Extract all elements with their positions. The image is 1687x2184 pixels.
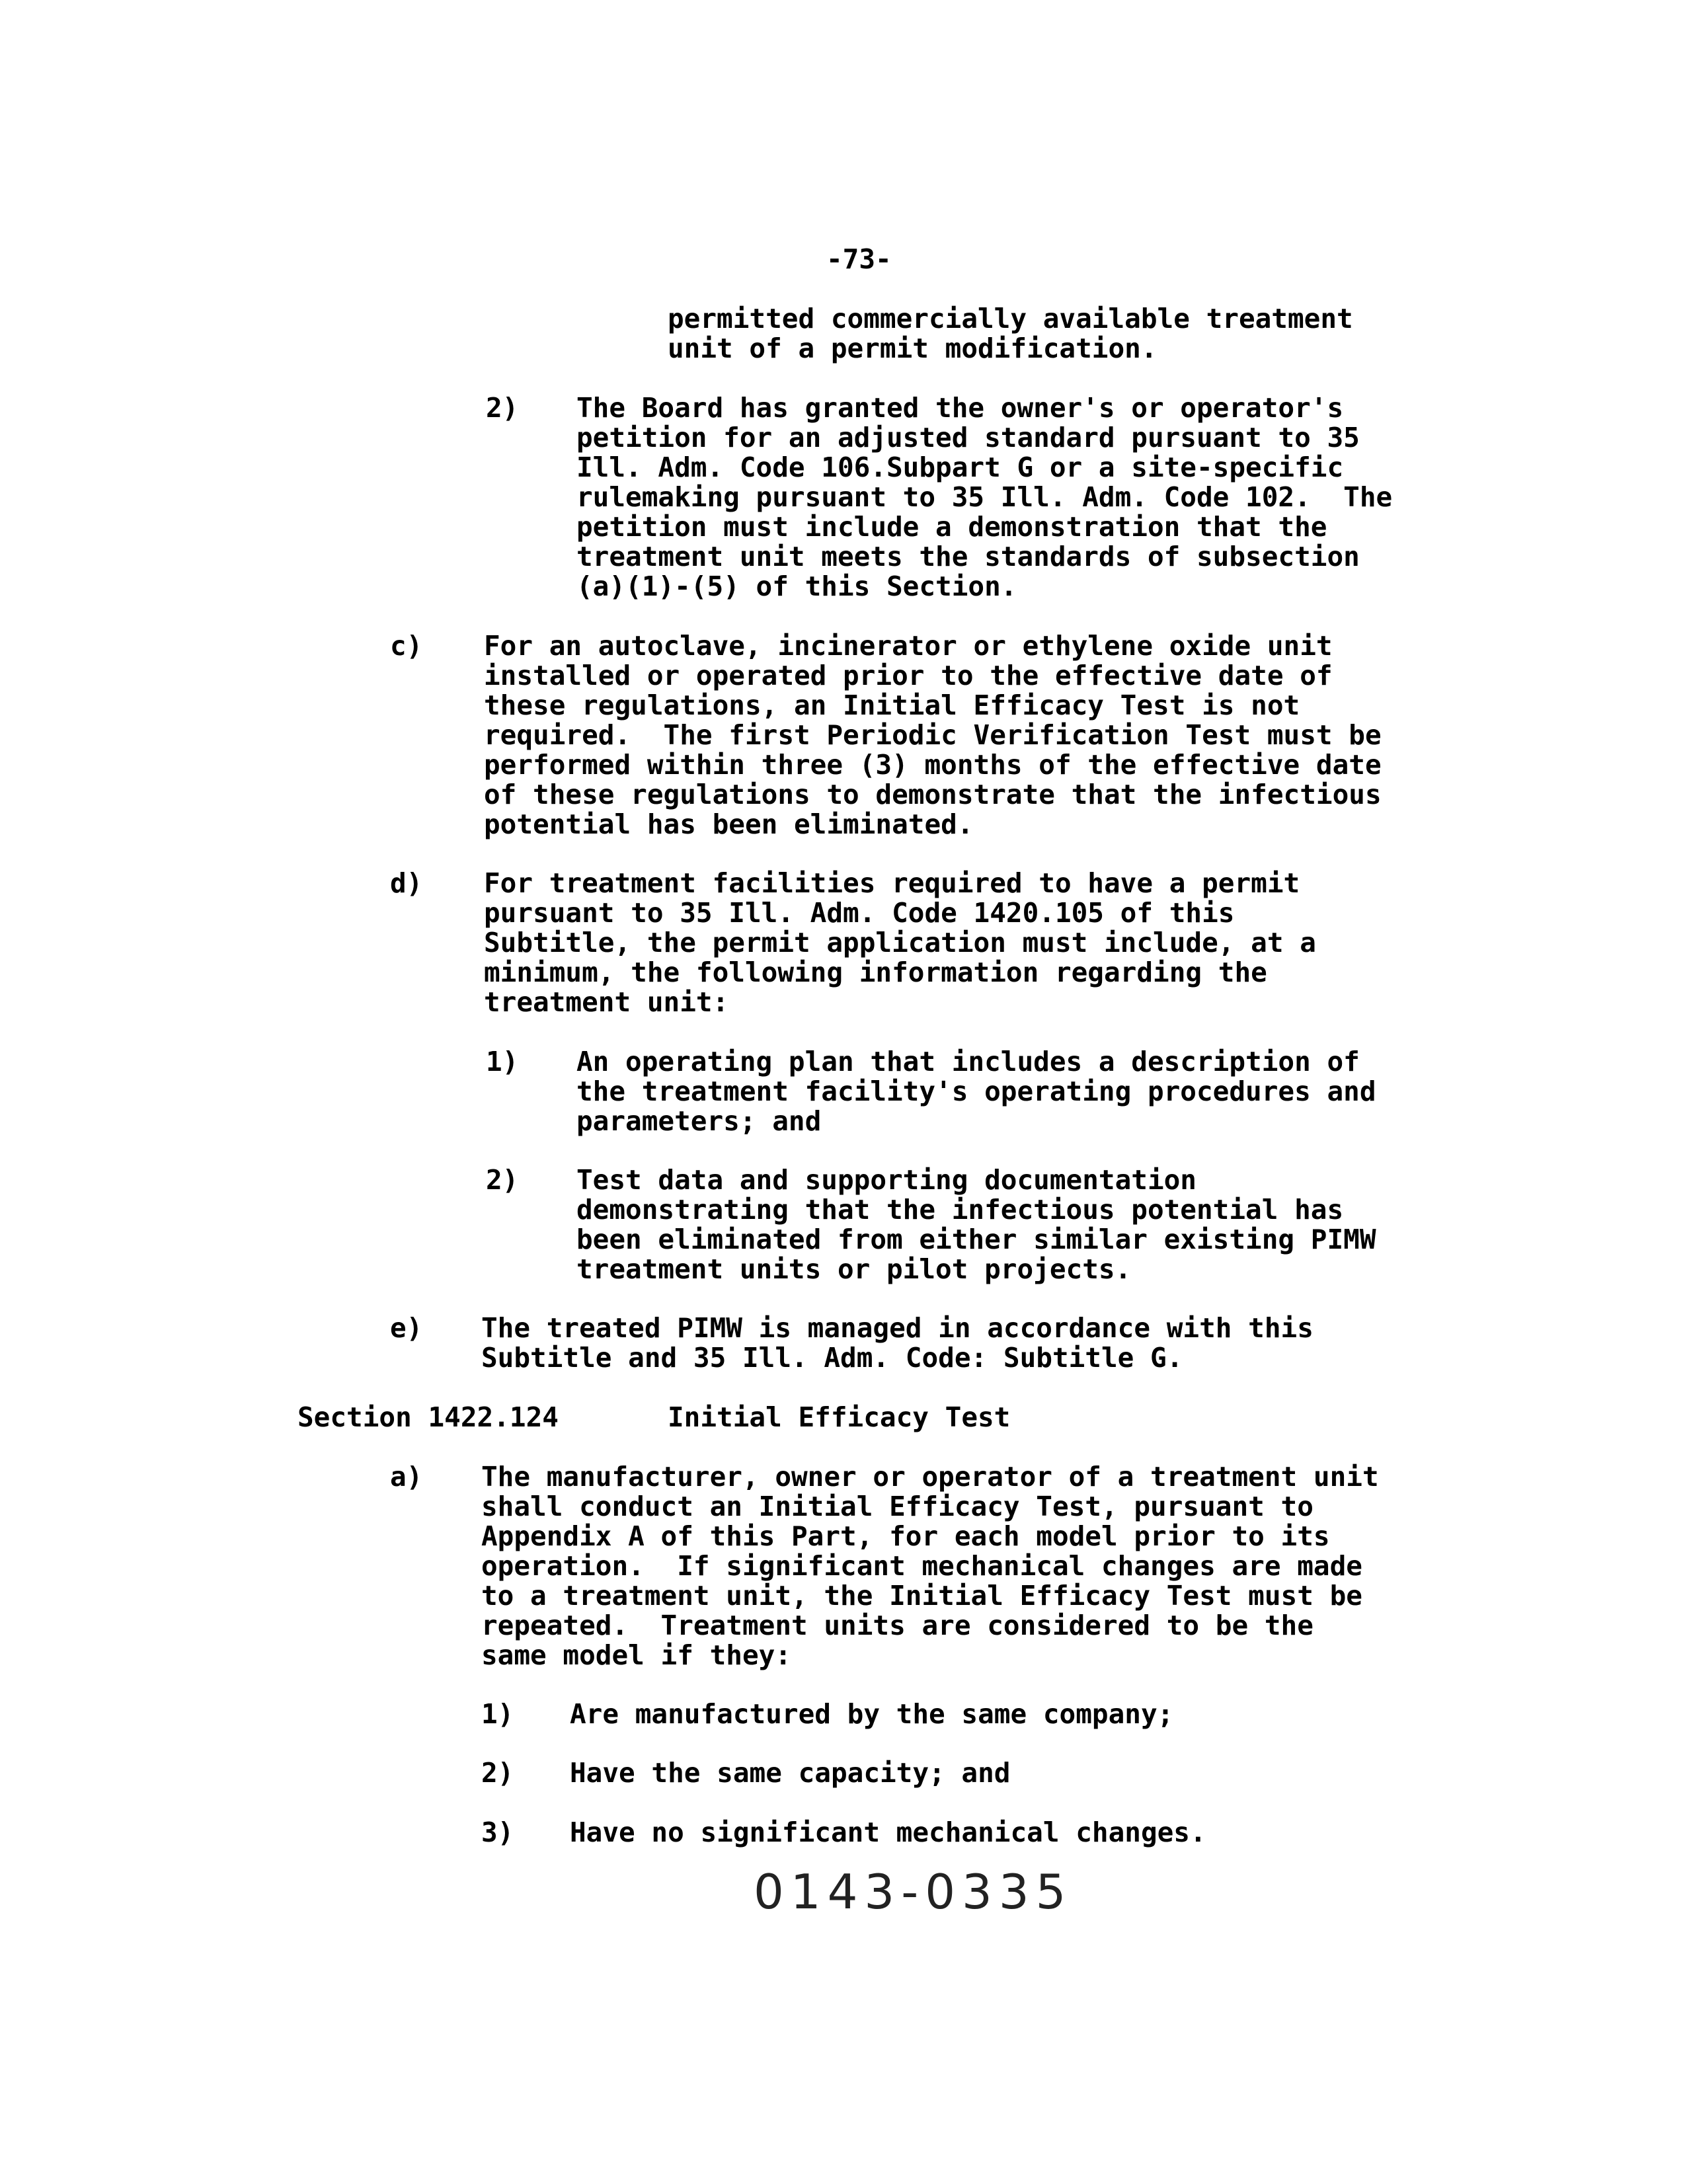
item-c-text: For an autoclave, incinerator or ethylene oxide unit installed or operated prior to the effective date of these regulations, an Initial Efficacy Test is not required. The first Periodic Verification Test must be performed within three (3) months of the effective date of these regulations to demonstrate that the infectious potential has been eliminated. <box>484 630 1382 840</box>
item-b2-label: 2) <box>486 392 519 424</box>
item-a2-text: Have the same capacity; and <box>570 1757 1011 1789</box>
item-d2-label: 2) <box>486 1164 519 1196</box>
item-b2-text: The Board has granted the owner's or operator's petition for an adjusted standard pursuant to 35 Ill. Adm. Code 106.Subpart G or a site-specific rulemaking pursuant to 35 Ill. Adm. Code 102. The petition must include a demonstration that the treatment unit meets the standards of subsection (a)(1)-(5) of this Section. <box>576 392 1393 602</box>
item-a2-label: 2) <box>481 1757 514 1789</box>
bates-number: 0143-0335 <box>754 1864 1073 1920</box>
item-d2-text: Test data and supporting documentation demonstrating that the infectious potential has been eliminated from either similar existing PIMW treatment units or pilot projects. <box>576 1164 1376 1285</box>
item-a3-text: Have no significant mechanical changes. <box>570 1816 1206 1848</box>
item-a1-label: 1) <box>481 1698 514 1730</box>
item-d-label: d) <box>390 867 423 899</box>
item-a3-label: 3) <box>481 1816 514 1848</box>
item-e-text: The treated PIMW is managed in accordance with this Subtitle and 35 Ill. Adm. Code: Subtitle G. <box>481 1312 1314 1374</box>
item-a1-text: Are manufactured by the same company; <box>570 1698 1174 1730</box>
item-e-label: e) <box>390 1312 423 1344</box>
page-number: -73- <box>826 243 892 275</box>
paragraph-b1-continuation: permitted commercially available treatment unit of a permit modification. <box>668 303 1353 364</box>
item-d-text: For treatment facilities required to have a permit pursuant to 35 Ill. Adm. Code 1420.105 of this Subtitle, the permit application must include, at a minimum, the following information regarding the treatment unit: <box>484 867 1316 1018</box>
item-d1-text: An operating plan that includes a description of the treatment facility's operating procedures and parameters; and <box>576 1046 1376 1137</box>
item-a-text: The manufacturer, owner or operator of a treatment unit shall conduct an Initial Efficacy Test, pursuant to Appendix A of this Part, for each model prior to its operation. If significant mechanical changes are made to a treatment unit, the Initial Efficacy Test must be repeated. Treatment units are considered to be the same model if they: <box>481 1461 1379 1671</box>
item-a-label: a) <box>390 1461 423 1493</box>
section-number: Section 1422.124 <box>297 1401 559 1433</box>
item-d1-label: 1) <box>486 1046 519 1077</box>
item-c-label: c) <box>390 630 423 662</box>
section-title: Initial Efficacy Test <box>668 1401 1011 1433</box>
